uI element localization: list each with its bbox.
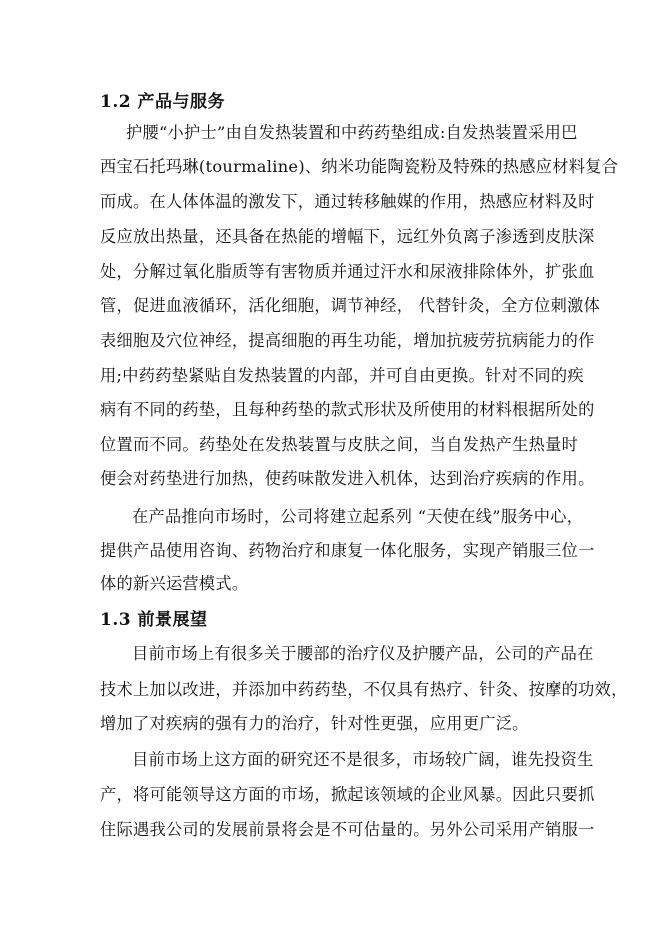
paragraph-line: 处，分解过氧化脂质等有害物质并通过汗水和尿液排除体外，扩张血 <box>100 262 595 281</box>
paragraph-line: 目前市场上有很多关于腰部的治疗仪及护腰产品，公司的产品在 <box>132 644 594 663</box>
paragraph-line: 增加了对疾病的强有力的治疗，针对性更强，应用更广泛。 <box>100 714 529 733</box>
section-heading-1-2: 1.2 产品与服务 <box>100 92 225 112</box>
paragraph-line: 提供产品使用咨询、药物治疗和康复一体化服务，实现产销服三位一 <box>100 541 595 560</box>
paragraph-line: 管，促进血液循环，活化细胞，调节神经， 代替针灸，全方位刺激体 <box>100 296 601 315</box>
section-heading-1-3: 1.3 前景展望 <box>100 610 208 630</box>
paragraph-line: 在产品推向市场时，公司将建立起系列 “天使在线”服务中心， <box>132 507 584 526</box>
paragraph-line: 病有不同的药垫，且每种药垫的款式形状及所使用的材料根据所处的 <box>100 400 595 419</box>
paragraph-line: 表细胞及穴位神经，提高细胞的再生功能，增加抗疲劳抗病能力的作 <box>100 331 595 350</box>
paragraph-line: 反应放出热量，还具备在热能的增幅下，远红外负离子渗透到皮肤深 <box>100 227 595 246</box>
paragraph-line: 而成。在人体体温的激发下，通过转移触媒的作用，热感应材料及时 <box>100 192 595 211</box>
paragraph-line: 用;中药药垫紧贴自发热装置的内部，并可自由更换。针对不同的疾 <box>100 366 584 385</box>
paragraph-line: 位置而不同。药垫处在发热装置与皮肤之间，当自发热产生热量时 <box>100 435 579 454</box>
paragraph-line: 便会对药垫进行加热，使药味散发进入机体，达到治疗疾病的作用。 <box>100 469 595 488</box>
paragraph-line: 护腰“小护士”由自发热装置和中药药垫组成:自发热装置采用巴 <box>126 123 578 142</box>
paragraph-line: 西宝石托玛琳(tourmaline)、纳米功能陶瓷粉及特殊的热感应材料复合 <box>100 157 619 176</box>
paragraph-line: 体的新兴运营模式。 <box>100 574 249 593</box>
paragraph-line: 目前市场上这方面的研究还不是很多，市场较广阔，谁先投资生 <box>132 750 594 769</box>
paragraph-line: 产，将可能领导这方面的市场，掀起该领域的企业风暴。因此只要抓 <box>100 785 595 804</box>
paragraph-line: 技术上加以改进，并添加中药药垫，不仅具有热疗、针灸、按摩的功效， <box>100 680 628 699</box>
paragraph-line: 住际遇我公司的发展前景将会是不可估量的。另外公司采用产销服一 <box>100 820 595 839</box>
